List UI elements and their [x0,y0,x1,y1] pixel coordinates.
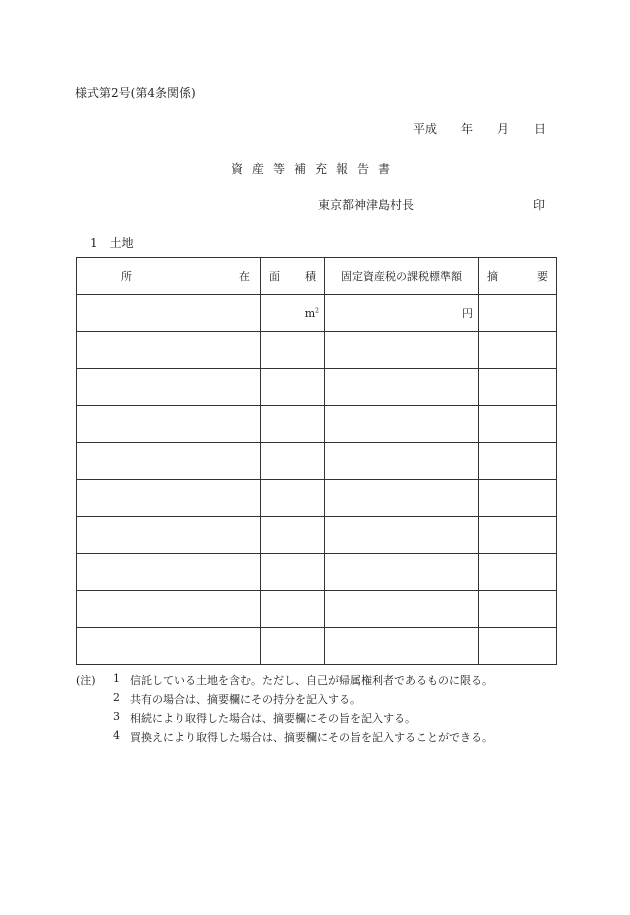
document-title: 資産等補充報告書 [230,162,399,176]
note-text: 共有の場合は、摘要欄にその持分を記入する。 [130,693,361,706]
date-day: 日 [534,122,547,136]
table-row [77,369,557,406]
cell-area[interactable] [261,480,325,517]
cell-area[interactable] [261,517,325,554]
cell-tax-base[interactable] [325,517,479,554]
header-tax-base [325,258,479,295]
area-unit: m [304,306,316,320]
header-location-1: 所 [121,270,132,283]
date-era: 平成 [413,122,438,136]
cell-tax-base[interactable] [325,369,479,406]
cell-remarks[interactable] [479,295,557,332]
notes-prefix: (注) [76,674,96,687]
cell-area[interactable] [261,332,325,369]
cell-remarks[interactable] [479,332,557,369]
header-remarks [479,258,557,295]
header-area [261,258,325,295]
note-number: 1 [113,672,120,685]
cell-area[interactable] [261,554,325,591]
cell-tax-base[interactable] [325,480,479,517]
cell-area[interactable] [261,406,325,443]
table-row [77,443,557,480]
cell-location[interactable] [77,406,261,443]
addressee: 東京都神津島村長 [318,198,415,212]
cell-area[interactable] [261,295,325,332]
cell-area[interactable] [261,591,325,628]
cell-area[interactable] [261,628,325,665]
land-table [76,257,557,665]
note-number: 2 [113,691,120,704]
cell-location[interactable] [77,443,261,480]
cell-location[interactable] [77,369,261,406]
cell-remarks[interactable] [479,591,557,628]
note-number: 4 [113,729,120,742]
cell-tax-base[interactable] [325,295,479,332]
cell-tax-base[interactable] [325,332,479,369]
cell-tax-base[interactable] [325,406,479,443]
note-text: 相続により取得した場合は、摘要欄にその旨を記入する。 [130,712,416,725]
table-row [77,628,557,665]
date-year: 年 [461,122,474,136]
cell-remarks[interactable] [479,628,557,665]
tax-base-unit: 円 [462,307,473,320]
cell-tax-base[interactable] [325,443,479,480]
cell-remarks[interactable] [479,369,557,406]
seal-mark: 印 [533,198,546,212]
cell-location[interactable] [77,295,261,332]
cell-remarks[interactable] [479,443,557,480]
table-header-row [77,258,557,295]
note-text: 信託している土地を含む。ただし、自己が帰属権利者であるものに限る。 [130,674,493,687]
date-month: 月 [497,122,510,136]
header-location-2: 在 [239,270,250,283]
cell-tax-base[interactable] [325,628,479,665]
header-location [77,258,261,295]
cell-location[interactable] [77,517,261,554]
cell-location[interactable] [77,591,261,628]
header-remarks-2: 要 [537,270,548,283]
cell-tax-base[interactable] [325,554,479,591]
note-number: 3 [113,710,120,723]
table-row [77,554,557,591]
header-area-2: 積 [305,270,316,283]
area-unit-sup: 2 [315,306,319,314]
cell-area[interactable] [261,369,325,406]
section-heading: 1 土地 [90,236,134,250]
cell-location[interactable] [77,628,261,665]
cell-location[interactable] [77,554,261,591]
table-row [77,295,557,332]
cell-remarks[interactable] [479,554,557,591]
cell-area[interactable] [261,443,325,480]
cell-remarks[interactable] [479,480,557,517]
cell-location[interactable] [77,480,261,517]
note-text: 買換えにより取得した場合は、摘要欄にその旨を記入することができる。 [130,731,493,744]
header-remarks-1: 摘 [487,270,498,283]
cell-tax-base[interactable] [325,591,479,628]
table-row [77,332,557,369]
cell-remarks[interactable] [479,406,557,443]
table-row [77,480,557,517]
table-row [77,591,557,628]
header-area-1: 面 [269,270,280,283]
cell-remarks[interactable] [479,517,557,554]
table-row [77,517,557,554]
cell-location[interactable] [77,332,261,369]
header-tax-base-label: 固定資産税の課税標準額 [341,270,462,283]
form-label: 様式第2号(第4条関係) [75,86,196,100]
table-row [77,406,557,443]
